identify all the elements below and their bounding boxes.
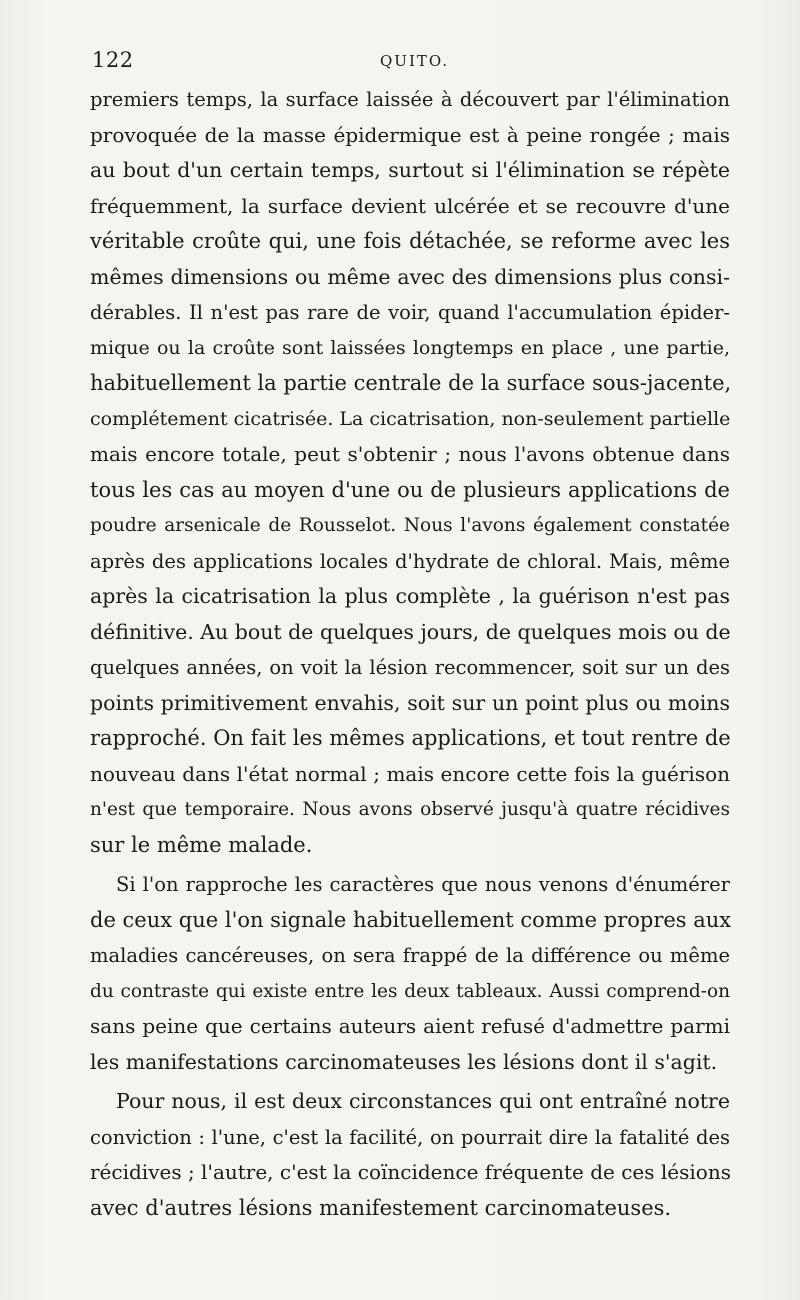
- page-header: [92, 48, 732, 72]
- text-line: poudre arsenicale de Rousselot. Nous l'avons également constatée: [90, 515, 730, 536]
- text-line: avec d'autres lésions manifestement carcinomateuses.: [90, 1195, 672, 1220]
- text-line: habituellement la partie centrale de la surface sous-jacente,: [90, 371, 732, 395]
- body-text: [90, 82, 730, 1226]
- text-line: de ceux que l'on signale habituellement comme propres aux: [90, 907, 732, 932]
- text-line: sur le même malade.: [90, 832, 313, 857]
- text-line: dérables. Il n'est pas rare de voir, quand l'accumulation épider-: [90, 301, 730, 324]
- paragraph: [90, 82, 730, 863]
- text-line: Pour nous, il est deux circonstances qui ont entraîné notre: [116, 1089, 730, 1113]
- text-line: premiers temps, la surface laissée à découvert par l'élimination: [90, 88, 730, 111]
- page-number: 122: [92, 48, 134, 72]
- text-line: les manifestations carcinomateuses les lésions dont il s'agit.: [90, 1049, 718, 1074]
- paragraph: [90, 1084, 730, 1226]
- text-line: sans peine que certains auteurs aient refusé d'admettre parmi: [90, 1014, 730, 1038]
- text-line: après la cicatrisation la plus complète , la guérison n'est pas: [90, 584, 730, 608]
- text-line: Si l'on rapproche les caractères que nous venons d'énumérer: [116, 873, 730, 896]
- text-line: véritable croûte qui, une fois détachée, se reforme avec les: [90, 229, 730, 253]
- text-line: quelques années, on voit la lésion recommencer, soit sur un des: [90, 656, 730, 679]
- text-line: n'est que temporaire. Nous avons observé jusqu'à quatre récidives: [90, 799, 730, 820]
- text-line: du contraste qui existe entre les deux tableaux. Aussi comprend-on: [90, 980, 730, 1002]
- text-line: mais encore totale, peut s'obtenir ; nous l'avons obtenue dans: [90, 442, 730, 466]
- text-line: points primitivement envahis, soit sur un point plus ou moins: [90, 690, 730, 715]
- text-line: provoquée de la masse épidermique est à peine rongée ; mais: [90, 122, 730, 147]
- text-line: tous les cas au moyen d'une ou de plusieurs applications de: [90, 477, 730, 502]
- text-line: maladies cancéreuses, on sera frappé de la différence ou même: [90, 944, 730, 967]
- text-line: au bout d'un certain temps, surtout si l'élimination se répète: [90, 158, 730, 182]
- text-line: rapproché. On fait les mêmes applications, et tout rentre de: [90, 726, 731, 750]
- text-line: fréquemment, la surface devient ulcérée et se recouvre d'une: [90, 193, 730, 218]
- text-line: complétement cicatrisée. La cicatrisation, non-seulement partielle: [90, 407, 731, 430]
- text-line: conviction : l'une, c'est la facilité, on pourrait dire la fatalité des: [90, 1125, 730, 1149]
- text-line: récidives ; l'autre, c'est la coïncidence fréquente de ces lésions: [90, 1160, 731, 1184]
- running-head: QUITO.: [380, 52, 450, 70]
- text-line: définitive. Au bout de quelques jours, de quelques mois ou de: [90, 619, 731, 644]
- text-line: après des applications locales d'hydrate de chloral. Mais, même: [90, 549, 730, 573]
- paragraph: [90, 867, 730, 1080]
- text-line: nouveau dans l'état normal ; mais encore cette fois la guérison: [90, 761, 730, 786]
- text-line: mêmes dimensions ou même avec des dimensions plus consi-: [90, 264, 730, 289]
- text-line: mique ou la croûte sont laissées longtemps en place , une partie,: [90, 336, 730, 359]
